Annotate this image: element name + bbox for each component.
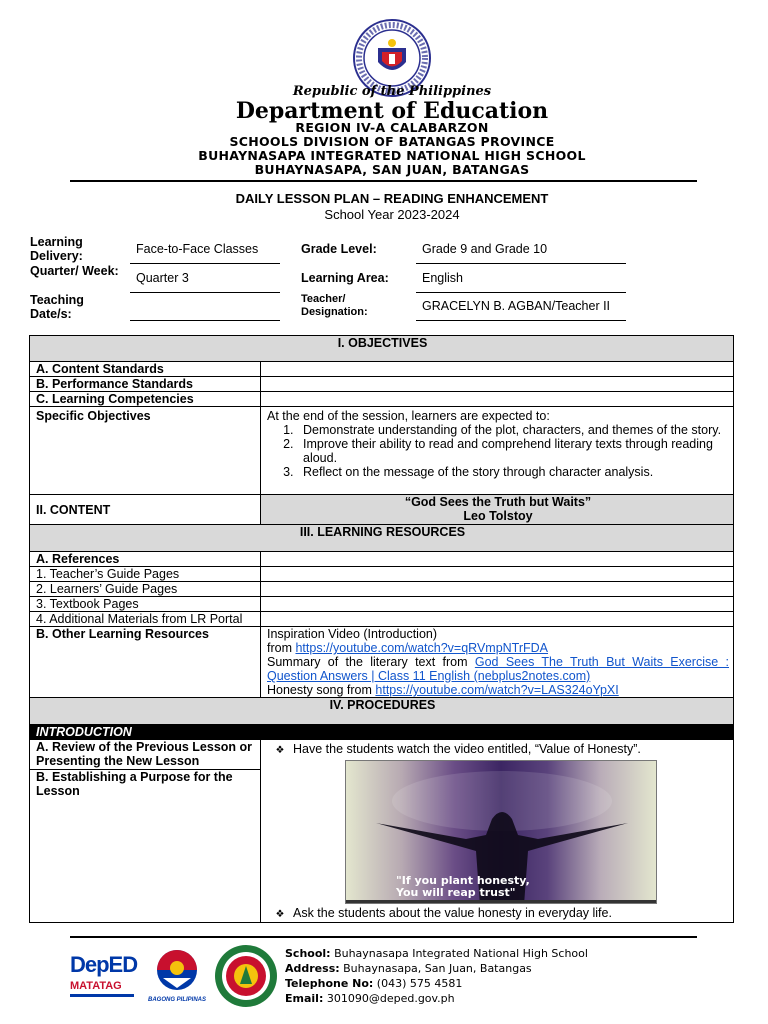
video-link[interactable]: https://youtube.com/watch?v=qRVmpNTrFDA <box>295 641 549 655</box>
summary-link[interactable]: God Sees The Truth But Waits Exercise : Question Answers | Class 11 English (nebplus2notes.com) <box>267 655 729 683</box>
specific-objectives-label: Specific Objectives <box>30 407 261 495</box>
video-caption-line: You will reap trust" <box>396 886 516 899</box>
performance-standards-cell <box>261 377 734 392</box>
diamond-bullet-icon: ❖ <box>275 745 285 756</box>
introduction-banner: INTRODUCTION <box>30 725 734 740</box>
dates-underline <box>130 320 280 321</box>
activity-1: Have the students watch the video entitled, “Value of Honesty”. <box>293 742 641 756</box>
objectives-intro: At the end of the session, learners are expected to: <box>267 409 550 423</box>
footer-email-label: Email: <box>285 992 324 1005</box>
doc-title: DAILY LESSON PLAN – READING ENHANCEMENT <box>235 191 549 206</box>
activity-2: Ask the students about the value honesty in everyday life. <box>293 906 612 920</box>
video-resource-label: Inspiration Video (Introduction) <box>267 627 438 641</box>
additional-materials-label: 4. Additional Materials from LR Portal <box>30 612 261 627</box>
footer-email-value: 301090@deped.gov.ph <box>326 992 455 1005</box>
story-title: “God Sees the Truth but Waits” <box>404 495 592 509</box>
purpose-label: B. Establishing a Purpose for the Lesson <box>30 769 261 922</box>
school-seal-icon <box>214 944 278 1008</box>
grade-value: Grade 9 and Grade 10 <box>422 242 548 256</box>
lesson-plan-table <box>29 335 734 923</box>
list-item: 2. Improve their ability to read and comprehend literary texts through reading aloud. <box>297 437 729 465</box>
other-resources-cell <box>261 627 734 698</box>
delivery-value: Face-to-Face Classes <box>136 242 259 256</box>
video-progress-bar[interactable] <box>346 900 656 903</box>
summary-label: Summary of the literary text from <box>267 655 468 669</box>
area-value: English <box>422 271 463 285</box>
content-standards-cell <box>261 362 734 377</box>
footer-phone-value: (043) 575 4581 <box>376 977 463 990</box>
from-label: from <box>267 641 292 655</box>
matatag-text: MATATAG <box>70 980 122 992</box>
honesty-video[interactable] <box>345 760 657 904</box>
list-item: 3. Reflect on the message of the story through character analysis. <box>297 465 729 479</box>
deped-matatag-logo <box>70 952 140 997</box>
delivery-label: Learning Delivery: <box>30 235 83 263</box>
content-label: II. CONTENT <box>30 495 261 525</box>
textbook-label: 3. Textbook Pages <box>30 597 261 612</box>
area-label: Learning Area: <box>301 271 389 285</box>
content-cell <box>261 495 734 525</box>
procedures-heading: IV. PROCEDURES <box>30 698 734 725</box>
quarter-value: Quarter 3 <box>136 271 189 285</box>
school-seal <box>214 944 278 1013</box>
republic-heading: Republic of the Philippines <box>292 84 492 99</box>
grade-underline <box>416 263 626 264</box>
teacher-underline <box>416 320 626 321</box>
procedures-activity-cell <box>261 740 734 923</box>
song-link[interactable]: https://youtube.com/watch?v=LAS324oYpXI <box>375 683 619 697</box>
area-underline <box>416 292 626 293</box>
delivery-underline <box>130 263 280 264</box>
references-cell <box>261 552 734 567</box>
department-heading: Department of Education <box>235 98 549 124</box>
division-heading: SCHOOLS DIVISION OF BATANGAS PROVINCE <box>229 134 555 149</box>
footer-divider <box>70 936 697 938</box>
learners-guide-label: 2. Learners’ Guide Pages <box>30 582 261 597</box>
content-standards-label: A. Content Standards <box>30 362 261 377</box>
diamond-bullet-icon: ❖ <box>275 909 285 920</box>
resources-heading: III. LEARNING RESOURCES <box>30 525 734 552</box>
teacher-label: Teacher/ Designation: <box>301 293 368 318</box>
other-resources-label: B. Other Learning Resources <box>30 627 261 698</box>
video-caption-line: "If you plant honesty, <box>396 874 530 887</box>
references-label: A. References <box>30 552 261 567</box>
footer-address-label: Address: <box>285 962 340 975</box>
review-lesson-label: A. Review of the Previous Lesson or Presenting the New Lesson <box>30 740 261 770</box>
specific-objectives-cell <box>261 407 734 495</box>
objectives-list <box>297 423 729 479</box>
learning-competencies-label: C. Learning Competencies <box>30 392 261 407</box>
teachers-guide-label: 1. Teacher’s Guide Pages <box>30 567 261 582</box>
objectives-heading: I. OBJECTIVES <box>30 336 734 362</box>
footer-school-label: School: <box>285 947 331 960</box>
address-heading: BUHAYNASAPA, SAN JUAN, BATANGAS <box>254 162 530 177</box>
quarter-underline <box>130 292 280 293</box>
quarter-label: Quarter/ Week: <box>30 264 119 278</box>
video-caption <box>396 875 530 899</box>
bagong-pilipinas-logo <box>146 948 208 1003</box>
dates-label: Teaching Date/s: <box>30 293 84 321</box>
school-heading: BUHAYNASAPA INTEGRATED NATIONAL HIGH SCHOOL <box>198 148 586 163</box>
performance-standards-label: B. Performance Standards <box>30 377 261 392</box>
textbook-cell <box>261 597 734 612</box>
region-heading: REGION IV-A CALABARZON <box>295 120 489 135</box>
teacher-value: GRACELYN B. AGBAN/Teacher II <box>422 299 611 313</box>
header-divider <box>70 180 697 182</box>
additional-materials-cell <box>261 612 734 627</box>
footer-school-value: Buhaynasapa Integrated National High School <box>334 947 588 960</box>
song-label: Honesty song from <box>267 683 372 697</box>
bagong-pilipinas-icon <box>149 948 205 992</box>
story-author: Leo Tolstoy <box>463 509 533 523</box>
bagong-pilipinas-text: BAGONG PILIPINAS <box>147 997 206 1003</box>
school-year: School Year 2023-2024 <box>324 207 460 222</box>
grade-label: Grade Level: <box>301 242 377 256</box>
footer-phone-label: Telephone No: <box>285 977 374 990</box>
matatag-underline <box>70 994 134 997</box>
teachers-guide-cell <box>261 567 734 582</box>
learners-guide-cell <box>261 582 734 597</box>
deped-logo-text: DepED <box>70 952 138 977</box>
learning-competencies-cell <box>261 392 734 407</box>
list-item: 1. Demonstrate understanding of the plot, characters, and themes of the story. <box>297 423 729 437</box>
footer-address-value: Buhaynasapa, San Juan, Batangas <box>343 962 532 975</box>
